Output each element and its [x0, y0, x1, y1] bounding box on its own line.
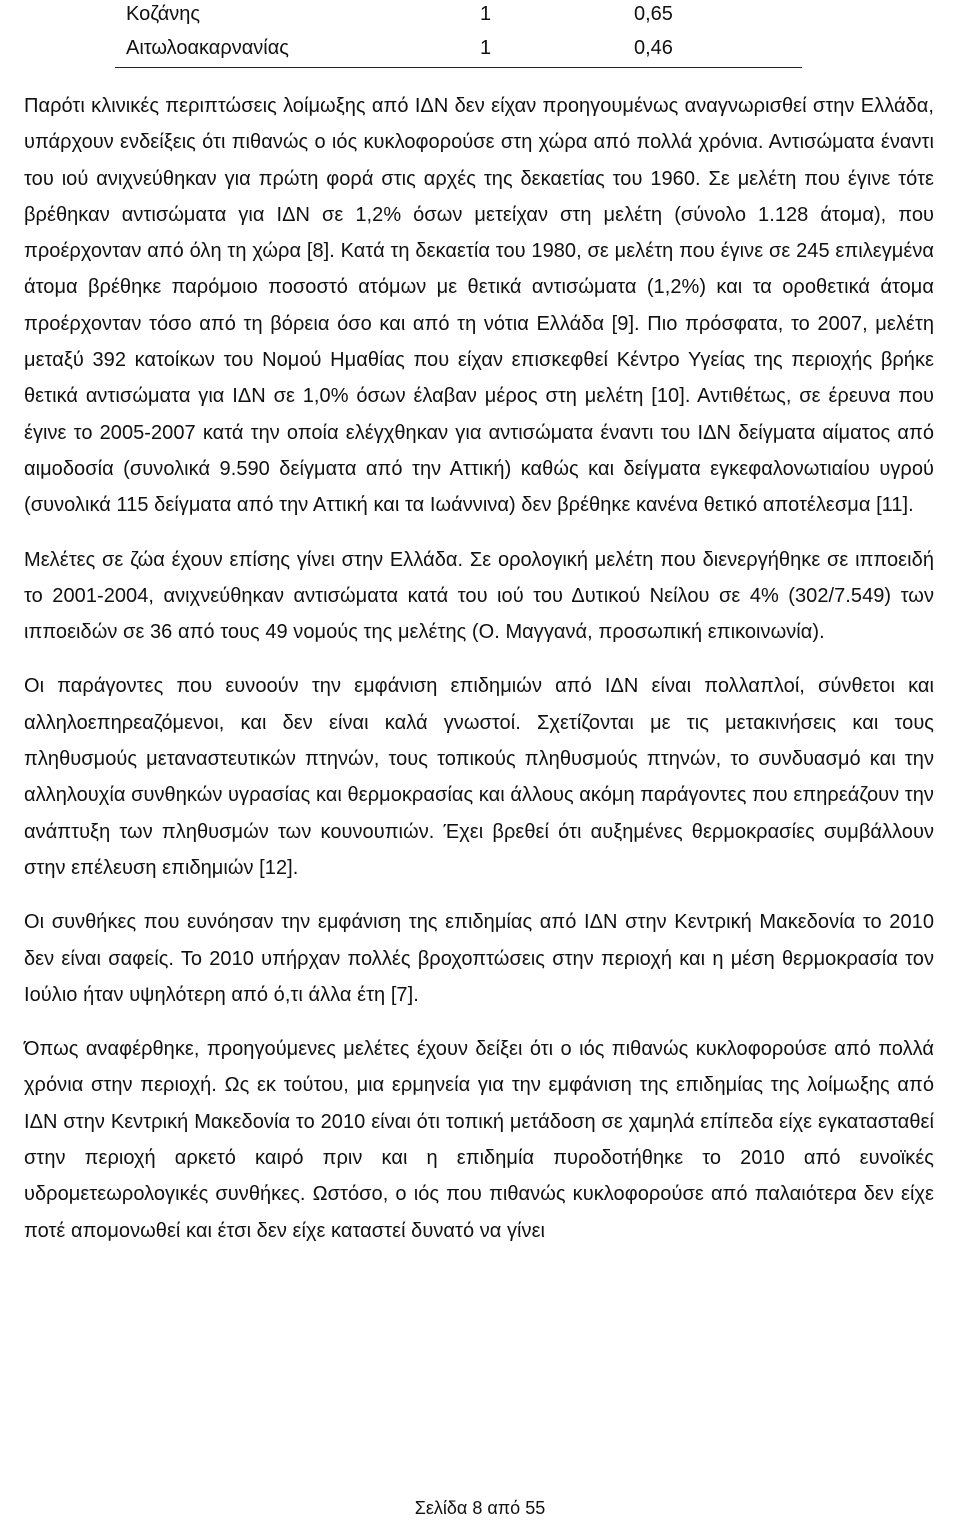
cases-cell: 1	[480, 37, 492, 59]
table-row	[0, 31, 960, 65]
paragraph: Οι παράγοντες που ευνοούν την εμφάνιση επιδημιών από ΙΔΝ είναι πολλαπλοί, σύνθετοι και αλληλοεπηρεαζόμενοι, και δεν είναι καλά γνωστοί. Σχετίζονται με τις μετακινήσεις και τους πληθυσμούς μεταναστευτικών πτηνών, τους τοπικούς πληθυσμούς πτηνών, το συνδυασμό και την αλληλουχία συνθηκών υγρασίας και θερμοκρασίας και άλλους ακόμη παράγοντες που επηρεάζουν την ανάπτυξη των πληθυσμών των κουνουπιών. Έχει βρεθεί ότι αυξημένες θερμοκρασίες συμβάλλουν στην επέλευση επιδημιών [12].	[24, 675, 934, 879]
table-row	[0, 0, 960, 31]
paragraph: Όπως αναφέρθηκε, προηγούμενες μελέτες έχουν δείξει ότι ο ιός πιθανώς κυκλοφορούσε από πολλά χρόνια στην περιοχή. Ως εκ τούτου, μια ερμηνεία για την εμφάνιση της επιδημίας της λοίμωξης από ΙΔΝ στην Κεντρική Μακεδονία το 2010 είναι ότι τοπική μετάδοση σε χαμηλά επίπεδα είχε εγκατασταθεί στην περιοχή αρκετό καιρό πριν και η επιδημία πυροδοτήθηκε το 2010 από ευνοϊκές υδρομετεωρολογικές συνθήκες. Ωστόσο, ο ιός που πιθανώς κυκλοφορούσε από παλαιότερα δεν είχε ποτέ απομονωθεί και έτσι δεν είχε καταστεί δυνατό να γίνει	[24, 1038, 934, 1242]
rate-cell: 0,65	[634, 3, 673, 25]
page-number: Σελίδα 8 από 55	[414, 1498, 546, 1518]
paragraph: Μελέτες σε ζώα έχουν επίσης γίνει στην Ελλάδα. Σε ορολογική μελέτη που διενεργήθηκε σε ιπποειδή το 2001-2004, ανιχνεύθηκαν αντισώματα κατά του ιού του Δυτικού Νείλου σε 4% (302/7.549) των ιπποειδών σε 36 από τους 49 νομούς της μελέτης (Ο. Μαγγανά, προσωπική επικοινωνία).	[24, 548, 934, 644]
region-cell: Αιτωλοακαρνανίας	[126, 37, 289, 59]
paragraph: Οι συνθήκες που ευνόησαν την εμφάνιση της επιδημίας από ΙΔΝ στην Κεντρική Μακεδονία το 2010 δεν είναι σαφείς. Το 2010 υπήρχαν πολλές βροχοπτώσεις στην περιοχή και η μέση θερμοκρασία τον Ιούλιο ήταν υψηλότερη από ό,τι άλλα έτη [7].	[24, 911, 934, 1006]
rate-cell: 0,46	[634, 37, 673, 59]
region-cell: Κοζάνης	[126, 3, 201, 25]
paragraph: Παρότι κλινικές περιπτώσεις λοίμωξης από ΙΔΝ δεν είχαν προηγουμένως αναγνωρισθεί στην Ελλάδα, υπάρχουν ενδείξεις ότι πιθανώς ο ιός κυκλοφορούσε στη χώρα από πολλά χρόνια. Αντισώματα έναντι του ιού ανιχνεύθηκαν για πρώτη φορά στις αρχές της δεκαετίας του 1960. Σε μελέτη που έγινε τότε βρέθηκαν αντισώματα για ΙΔΝ σε 1,2% όσων μετείχαν στη μελέτη (σύνολο 1.128 άτομα), που προέρχονταν από όλη τη χώρα [8]. Κατά τη δεκαετία του 1980, σε μελέτη που έγινε σε 245 επιλεγμένα άτομα βρέθηκε παρόμοιο ποσοστό ατόμων με θετικά αντισώματα (1,2%) και τα οροθετικά άτομα προέρχονταν τόσο από τη βόρεια όσο και από τη νότια Ελλάδα [9]. Πιο πρόσφατα, το 2007, μελέτη μεταξύ 392 κατοίκων του Νομού Ημαθίας που είχαν επισκεφθεί Κέντρο Υγείας της περιοχής βρήκε θετικά αντισώματα για ΙΔΝ σε 1,0% όσων έλαβαν μέρος στη μελέτη [10]. Αντιθέτως, σε έρευνα που έγινε το 2005-2007 κατά την οποία ελέγχθηκαν για αντισώματα έναντι του ΙΔΝ δείγματα αίματος από αιμοδοσία (συνολικά 9.590 δείγματα από την Αττική) καθώς και δείγματα εγκεφαλονωτιαίου υγρού (συνολικά 115 δείγματα από την Αττική και τα Ιωάννινα) δεν βρέθηκε κανένα θετικό αποτέλεσμα [11].	[24, 95, 934, 517]
cases-cell: 1	[480, 3, 492, 25]
table-bottom-rule	[115, 67, 802, 68]
body-text	[24, 88, 934, 1267]
